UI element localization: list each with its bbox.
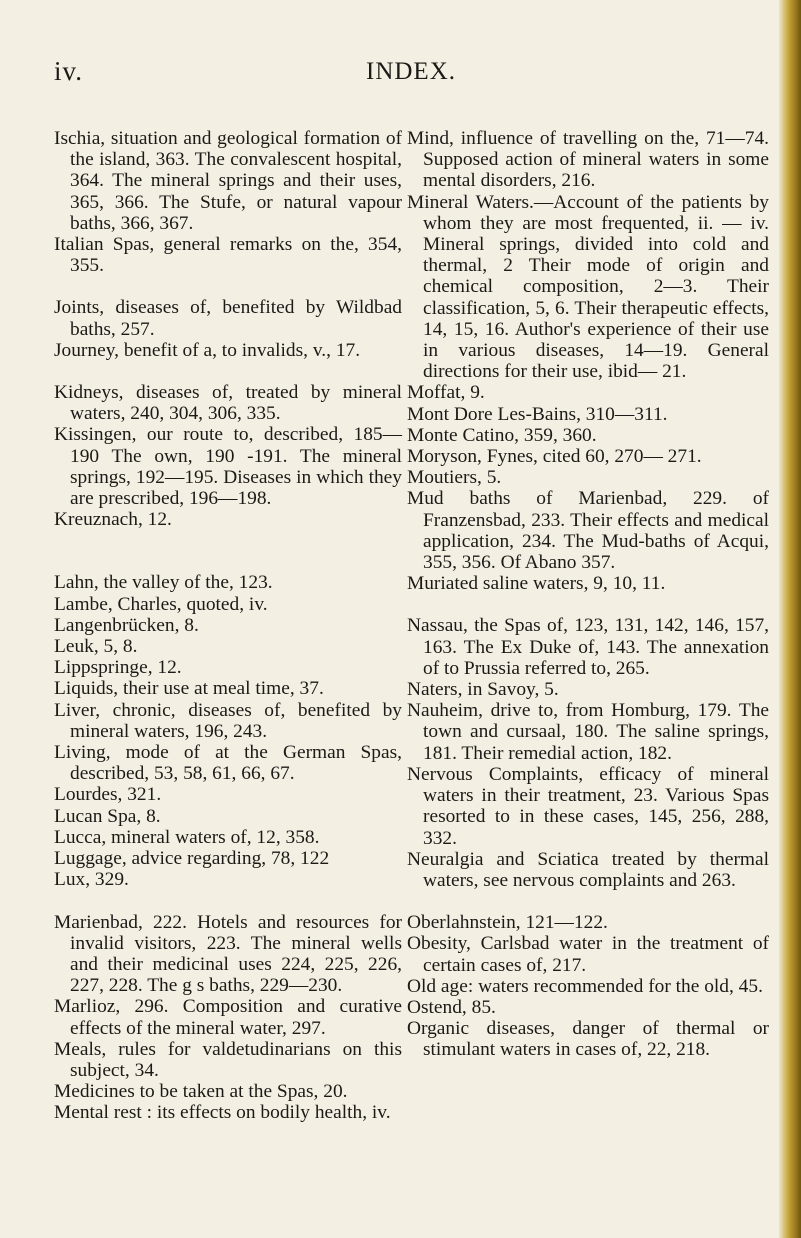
- index-entry: Langenbrücken, 8.: [54, 614, 199, 636]
- index-entry: Nauheim, drive to, from Homburg, 179. The town and cursaal, 180. The saline springs, 181. Their remedial action, 182.: [407, 700, 769, 764]
- index-entry: Kreuznach, 12.: [54, 509, 172, 531]
- index-entry: Mont Dore Les-Bains, 310—311.: [407, 403, 668, 425]
- index-entry: Old age: waters recommended for the old, 45.: [407, 975, 763, 997]
- index-entry: Marlioz, 296. Composition and curative effects of the mineral water, 297.: [54, 996, 402, 1039]
- page-edge: [779, 0, 801, 1238]
- index-entry: Nervous Complaints, efficacy of mineral waters in their treatment, 23. Various Spas resorted to in these cases, 145, 256, 288, 332.: [407, 763, 769, 849]
- index-entry: Organic diseases, danger of thermal or stimulant waters in cases of, 22, 218.: [407, 1018, 769, 1061]
- section-gap: [54, 361, 402, 382]
- index-entry: Lucca, mineral waters of, 12, 358.: [54, 826, 320, 848]
- index-entry: Lux, 329.: [54, 869, 129, 891]
- index-entry: Kissingen, our route to, described, 185—190 The own, 190 -191. The mineral springs, 192—195. Diseases in which they are prescribed, 196—198.: [54, 424, 402, 510]
- index-entry: Italian Spas, general remarks on the, 354, 355.: [54, 234, 402, 277]
- index-entry: Mud baths of Marienbad, 229. of Franzensbad, 233. Their effects and medical application, 234. The Mud-baths of Acqui, 355, 356. Of Abano 357.: [407, 488, 769, 574]
- page-number: iv.: [54, 56, 83, 86]
- index-entry: Journey, benefit of a, to invalids, v., 17.: [54, 339, 361, 361]
- index-entry: Neuralgia and Sciatica treated by thermal waters, see nervous complaints and 263.: [407, 848, 769, 891]
- section-gap: [407, 891, 769, 912]
- index-entry: Nassau, the Spas of, 123, 131, 142, 146, 157, 163. The Ex Duke of, 143. The annexation of to Prussia referred to, 265.: [407, 615, 769, 679]
- index-entry: Lourdes, 321.: [54, 784, 162, 806]
- index-entry: Oberlahnstein, 121—122.: [407, 912, 608, 934]
- index-entry: Obesity, Carlsbad water in the treatment of certain cases of, 217.: [407, 933, 769, 976]
- index-entry: Muriated saline waters, 9, 10, 11.: [407, 573, 666, 595]
- index-entry: Liver, chronic, diseases of, benefited by mineral waters, 196, 243.: [54, 699, 402, 742]
- index-entry: Mineral Waters.—Account of the patients by whom they are most frequented, ii. — iv. Mineral springs, divided into cold and thermal, 2 Their mode of origin and chemical composition, 2—3. Their classification, 5, 6. Their therapeutic effects, 14, 15, 16. Author's experience of their use in various diseases, 14—19. General directions for their use, ibid— 21.: [407, 191, 769, 383]
- index-entry: Mental rest : its effects on bodily health, iv.: [54, 1102, 391, 1124]
- index-entry: Ostend, 85.: [407, 996, 496, 1018]
- index-entry: Ischia, situation and geological formation of the island, 363. The convalescent hospital, 364. The mineral springs and their uses, 365, 366. The Stufe, or natural vapour baths, 366, 367.: [54, 128, 402, 234]
- index-entry: Meals, rules for valdetudinarians on this subject, 34.: [54, 1038, 402, 1081]
- index-entry: Medicines to be taken at the Spas, 20.: [54, 1081, 348, 1103]
- index-entry: Lippspringe, 12.: [54, 657, 182, 679]
- running-title: INDEX.: [366, 58, 457, 85]
- index-entry: Leuk, 5, 8.: [54, 636, 138, 658]
- index-entry: Moffat, 9.: [407, 382, 485, 404]
- section-gap: [54, 530, 402, 572]
- section-gap: [54, 891, 402, 912]
- index-entry: Lahn, the valley of the, 123.: [54, 572, 273, 594]
- index-entry: Liquids, their use at meal time, 37.: [54, 678, 324, 700]
- index-entry: Marienbad, 222. Hotels and resources for invalid visitors, 223. The mineral wells and their medicinal uses 224, 225, 226, 227, 228. The g s baths, 229—230.: [54, 911, 402, 997]
- index-entry: Moutiers, 5.: [407, 467, 502, 489]
- index-entry: Living, mode of at the German Spas, described, 53, 58, 61, 66, 67.: [54, 742, 402, 785]
- page-header: [0, 56, 780, 86]
- section-gap: [54, 276, 402, 297]
- index-entry: Lucan Spa, 8.: [54, 805, 161, 827]
- index-entry: Joints, diseases of, benefited by Wildbad baths, 257.: [54, 297, 402, 340]
- index-column-right: [407, 128, 769, 1061]
- index-column-left: [54, 128, 402, 1124]
- index-entry: Kidneys, diseases of, treated by mineral waters, 240, 304, 306, 335.: [54, 382, 402, 425]
- index-entry: Luggage, advice regarding, 78, 122: [54, 848, 330, 870]
- index-entry: Monte Catino, 359, 360.: [407, 424, 597, 446]
- section-gap: [407, 594, 769, 615]
- index-entry: Lambe, Charles, quoted, iv.: [54, 593, 268, 615]
- index-entry: Naters, in Savoy, 5.: [407, 679, 559, 701]
- index-entry: Mind, influence of travelling on the, 71—74. Supposed action of mineral waters in some mental disorders, 216.: [407, 128, 769, 192]
- index-entry: Moryson, Fynes, cited 60, 270— 271.: [407, 446, 702, 468]
